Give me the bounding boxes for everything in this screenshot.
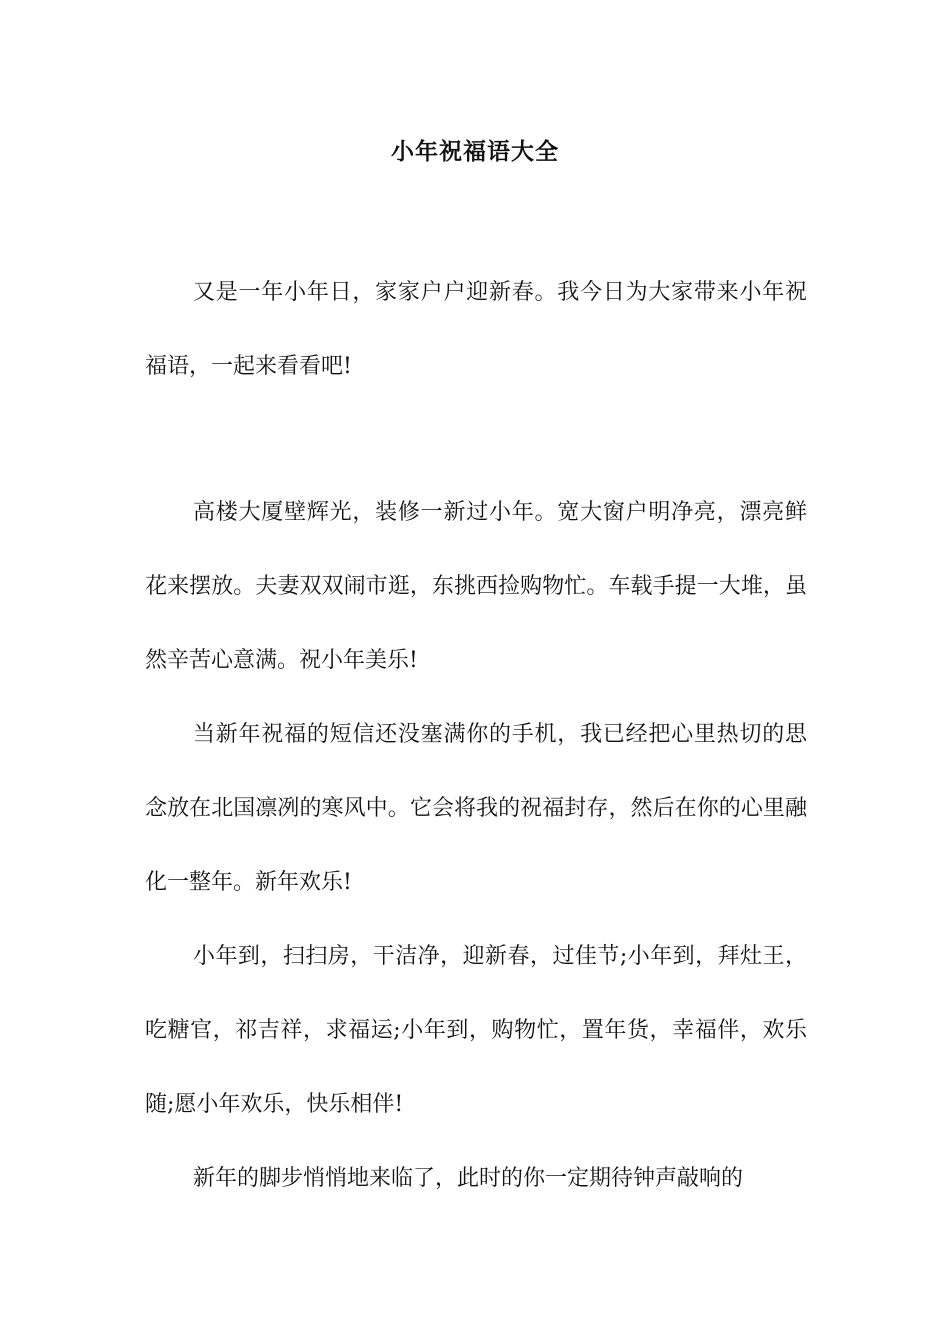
greeting-paragraph: 当新年祝福的短信还没塞满你的手机，我已经把心里热切的思念放在北国凛冽的寒风中。它会将我的祝福封存，然后在你的心里融化一整年。新年欢乐! bbox=[145, 722, 807, 895]
greeting-paragraph: 高楼大厦壁辉光，装修一新过小年。宽大窗户明净亮，漂亮鲜花来摆放。夫妻双双闹市逛，东挑西捡购物忙。车载手提一大堆，虽然辛苦心意满。祝小年美乐! bbox=[145, 500, 807, 673]
greeting-paragraph: 小年到，扫扫房，干洁净，迎新春，过佳节;小年到，拜灶王，吃糖官，祁吉祥，求福运;小年到，购物忙，置年货，幸福伴，欢乐随;愿小年欢乐，快乐相伴! bbox=[145, 944, 807, 1117]
document-title: 小年祝福语大全 bbox=[391, 138, 559, 165]
greeting-paragraph: 新年的脚步悄悄地来临了，此时的你一定期待钟声敲响的 bbox=[193, 1166, 744, 1191]
document-body bbox=[145, 256, 807, 1216]
paragraph-spacer bbox=[145, 404, 807, 476]
intro-paragraph: 又是一年小年日，家家户户迎新春。我今日为大家带来小年祝福语，一起来看看吧! bbox=[145, 280, 807, 379]
